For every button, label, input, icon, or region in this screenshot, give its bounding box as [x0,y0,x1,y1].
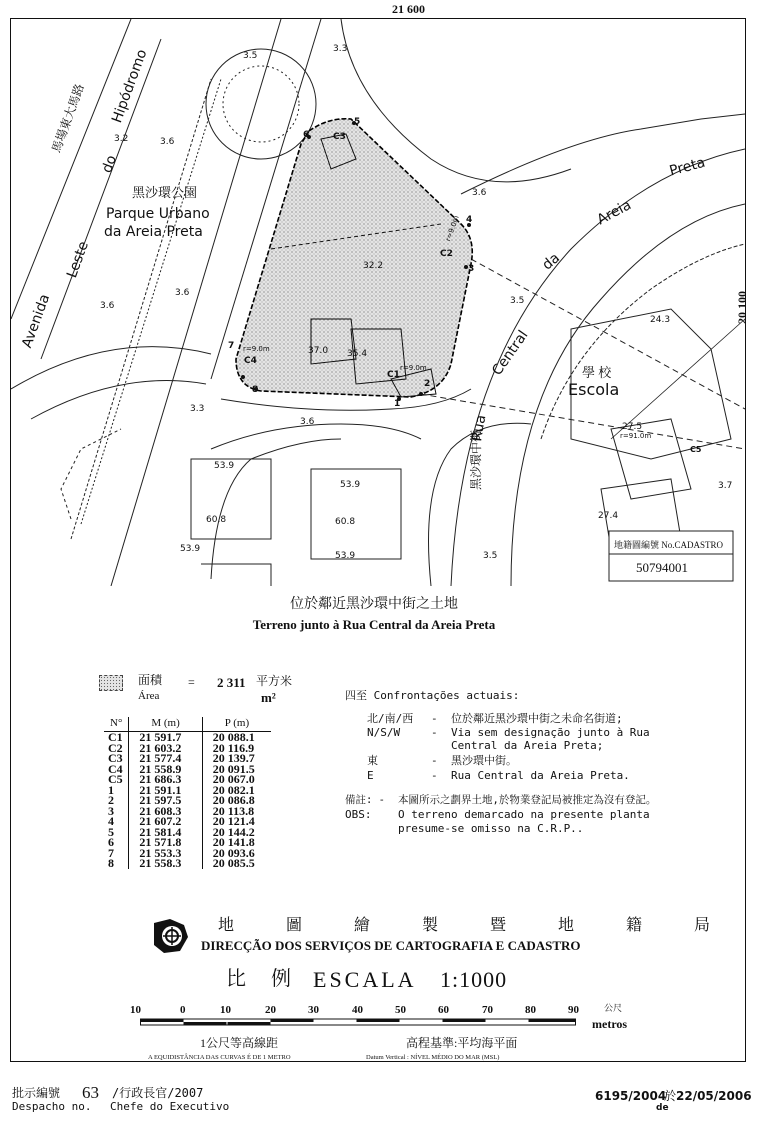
elevation-label: 27.5 [622,422,643,432]
m-coordinate: 21 577.4 [129,753,202,764]
confrontations-heading: 四至 Confrontações actuais: [345,689,520,702]
road-curve [211,424,421,449]
obs-code: OBS: [345,808,372,821]
elevation-label: 3.6 [100,301,115,311]
school-label-pt: Escola [568,380,620,399]
elevation-label: 3.5 [510,296,525,306]
top-coordinate: 21 600 [392,2,425,16]
p-coordinate: 20 113.8 [202,806,271,817]
table-row [104,858,271,869]
datum-cn: 高程基準:平均海平面 [406,1036,518,1050]
street-label-areia: Areia [594,197,634,229]
confrontation-north-cn: 北/南/西 [367,712,414,725]
dash: - [431,726,438,739]
p-coordinate: 20 121.4 [202,816,271,827]
point-id: 1 [108,782,114,797]
scale-tick: 60 [438,1004,449,1016]
street-label-avenida: Avenida [19,292,54,351]
obs-text-pt2: presume-se omisso na C.R.P.. [398,822,584,835]
m-coordinate: 21 581.4 [129,827,202,838]
elevation-label: 53.9 [214,461,235,471]
footer-ref: 6195/2004 [595,1089,667,1103]
p-coordinate: 20 085.5 [202,858,271,869]
radius-label: r=91.0m [620,432,652,440]
point-label: 3 [468,264,475,274]
park-path [61,429,121,519]
contour-cn: 1公尺等高線距 [200,1036,279,1050]
confrontation-east-cn: 東 [367,754,378,767]
point-id: C5 [108,772,123,786]
scale-tick: 20 [265,1004,276,1016]
scale-tick: 90 [568,1004,579,1016]
park-label-cn: 黑沙環公園 [132,185,198,200]
area-label-pt: Área [138,690,160,702]
scale-tick: 0 [180,1004,186,1016]
chefe-pt: Chefe do Executivo [110,1100,230,1113]
footer-date: 22/05/2006 [676,1089,752,1103]
scale-tick: 10 [220,1004,231,1016]
road-curve [31,381,206,419]
point-id: 3 [108,803,114,818]
radius-label: r=9.0m [243,345,270,353]
point-id: C2 [108,740,123,755]
avenida-line [71,79,211,539]
point-label: C4 [244,356,257,366]
point-label: C3 [333,132,346,142]
elevation-label: 53.9 [340,480,361,490]
scale-ratio: 1:1000 [440,967,508,992]
elevation-label: 37.0 [308,346,329,356]
dash: - [431,754,438,767]
obs-text-cn: 本圖所示之劃界土地,於物業登記局被推定為沒有登記。 [398,794,657,806]
scale-tick: 30 [308,1004,319,1016]
point-label: C2 [440,249,453,259]
m-coordinate: 21 607.2 [129,816,202,827]
park-label-pt2: da Areia Preta [104,224,203,240]
despacho-cn: 批示編號 [12,1086,61,1100]
elevation-label: 3.3 [333,44,348,54]
confrontation-north-text-cn: 位於鄰近黑沙環中街之未命名街道; [451,712,623,725]
radius-label: r=9.0m [444,214,461,243]
p-coordinate: 20 082.1 [202,785,271,796]
header-m: M (m) [129,717,202,732]
contour-pt: A EQUIDISTÂNCIA DAS CURVAS É DE 1 METRO [148,1054,291,1061]
point-label: C1 [387,370,400,380]
point-label: 2 [424,379,431,389]
elevation-label: 53.9 [335,551,356,561]
p-coordinate: 20 116.9 [202,743,271,754]
agency-logo-icon [150,917,190,955]
m-coordinate: 21 591.1 [129,785,202,796]
street-label-do: do [99,153,121,176]
scale-unit: metros [592,1017,628,1031]
header-number: N° [104,717,129,732]
side-coordinate: 20 100 [735,291,749,324]
title-portuguese: Terreno junto à Rua Central da Areia Preta [252,617,496,632]
elevation-label: 3.7 [718,481,733,491]
point-id: 6 [108,835,114,849]
street-label-rua-cn: 黑沙環中街 [469,429,483,490]
scale-tick: 80 [525,1004,536,1016]
p-coordinate: 20 091.5 [202,764,271,775]
p-coordinate: 20 144.2 [202,827,271,838]
scale-label-cn: 比 例 [226,968,301,990]
cadastro-number: 50794001 [636,560,688,575]
street-label-avenida-cn: 馬場東大馬路 [49,81,87,155]
m-coordinate: 21 558.9 [129,764,202,775]
school-label-cn: 學 校 [582,365,612,380]
elevation-label: 53.9 [180,544,201,554]
point-id: 7 [108,845,114,860]
elevation-label: 60.8 [335,517,356,527]
point-label: 5 [354,117,361,127]
park-label-pt1: Parque Urbano [106,206,210,222]
elevation-label: 3.5 [483,551,498,561]
elevation-label: 3.6 [160,137,175,147]
elevation-label: 3.6 [300,417,315,427]
confrontation-north-code: N/S/W [367,726,401,739]
point-id: 2 [108,793,114,807]
point-id: C3 [108,751,123,765]
area-value: 2 311 [217,675,246,690]
building [191,459,271,539]
agency-name-cn: 地 圖 繪 製 暨 地 籍 局 [218,917,735,934]
point-marker [419,392,423,396]
scale-unit-cn: 公尺 [604,1003,623,1013]
m-coordinate: 21 686.3 [129,774,202,785]
dimension-line [611,319,745,439]
elevation-label: 60.8 [206,515,227,525]
obs-cn: 備註: - [345,794,385,806]
scale-tick: 10 [130,1004,141,1016]
park-roundabout [223,66,299,142]
scale-tick: 40 [352,1004,363,1016]
obs-text-pt1: O terreno demarcado na presente planta [398,808,650,821]
elevation-label: 27.4 [598,511,619,521]
elevation-label: 35.4 [347,349,368,359]
cadastro-label: 地籍圖編號 No.CADASTRO [614,540,724,550]
dash: - [431,712,438,725]
confrontation-east-text-pt: Rua Central da Areia Preta. [451,769,630,782]
confrontation-north-text-pt2: Central da Areia Preta; [451,739,604,752]
m-coordinate: 21 608.3 [129,806,202,817]
area-label-cn: 面積 [138,673,163,687]
point-label: 6 [303,130,310,140]
elevation-label: 3.2 [114,134,129,144]
coordinates-table [104,717,271,869]
radius-label: r=9.0m [400,364,427,372]
elevation-label: 3.6 [472,188,487,198]
point-id: 4 [108,814,114,828]
p-coordinate: 20 067.0 [202,774,271,785]
elevation-label: 3.5 [243,51,258,61]
m-coordinate: 21 603.2 [129,743,202,754]
footer-de: de [656,1103,669,1113]
elevation-label: 32.2 [363,261,384,271]
despacho-number: 63 [82,1083,99,1102]
point-label: 1 [394,399,401,409]
p-coordinate: 20 139.7 [202,753,271,764]
scale-label-pt: ESCALA [313,967,417,992]
street-label-rua: Rua [469,413,490,443]
area-swatch [99,675,123,691]
elevation-label: 24.3 [650,315,671,325]
despacho-suffix-cn: /行政長官/2007 [112,1086,204,1100]
datum-pt: Datum Vertical : NÍVEL MÉDIO DO MAR (MSL) [366,1054,500,1061]
header-p: P (m) [202,717,271,732]
p-coordinate: 20 093.6 [202,848,271,859]
point-label: 4 [466,215,473,225]
point-label: 8 [252,385,259,395]
scale-tick: 50 [395,1004,406,1016]
agency-name-pt: DIRECÇÃO DOS SERVIÇOS DE CARTOGRAFIA E CADASTRO [201,938,581,953]
m-coordinate: 21 558.3 [129,858,202,869]
point-id: C1 [108,730,123,744]
rua-central-curve [541,244,745,439]
scale-ticks [130,1005,590,1019]
coordinates-table-wrapper [104,717,271,869]
p-coordinate: 20 141.8 [202,837,271,848]
point-label: C5 [690,445,702,454]
dash: - [431,769,438,782]
street-label-da: da [539,250,564,274]
point-label: 7 [228,341,235,351]
point-id: C4 [108,761,123,776]
street-label-central: Central [489,327,532,379]
point-id: 8 [108,856,114,870]
point-id: 5 [108,824,114,839]
title-chinese: 位於鄰近黑沙環中街之土地 [290,597,458,612]
area-unit: m² [261,690,276,705]
street-label-preta: Preta [667,154,707,180]
m-coordinate: 21 591.7 [129,732,202,743]
p-coordinate: 20 086.8 [202,795,271,806]
elevation-label: 3.3 [190,404,205,414]
road-curve [211,439,341,579]
street-label-hipodromo: Hipódromo [109,47,151,126]
scale-tick: 70 [482,1004,493,1016]
scale-bar [140,1018,580,1028]
street-label-leste: Leste [64,239,92,281]
m-coordinate: 21 553.3 [129,848,202,859]
area-unit-cn: 平方米 [256,674,293,688]
point-marker [241,375,245,379]
elevation-label: 3.6 [175,288,190,298]
p-coordinate: 20 088.1 [202,732,271,743]
m-coordinate: 21 597.5 [129,795,202,806]
despacho-pt: Despacho no. [12,1100,92,1113]
area-equals: = [188,675,195,689]
footer-ref-cn: 於 [664,1089,677,1103]
confrontation-east-text-cn: 黑沙環中街。 [451,754,517,767]
confrontation-north-text-pt1: Via sem designação junto à Rua [451,726,650,739]
m-coordinate: 21 571.8 [129,837,202,848]
confrontation-east-code: E [367,769,374,782]
